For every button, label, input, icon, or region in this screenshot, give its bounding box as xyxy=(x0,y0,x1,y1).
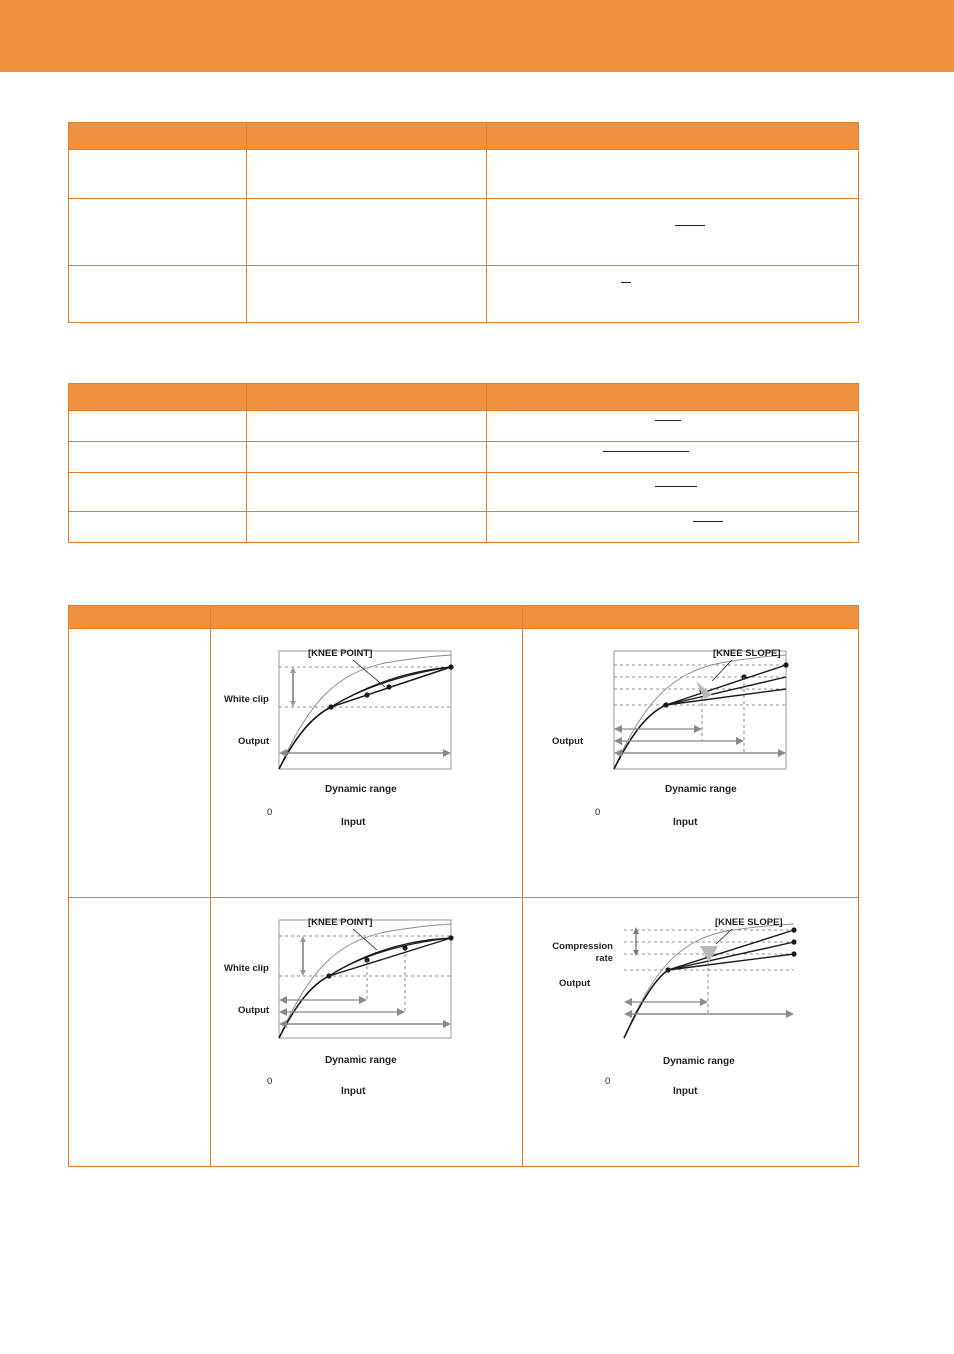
compression-rate-label-line2: rate xyxy=(595,953,613,964)
table-one-r3-c3 xyxy=(487,266,859,323)
specification-table-two xyxy=(68,383,859,543)
table-two-header-1 xyxy=(69,384,247,411)
table-two-r3-c2 xyxy=(247,473,487,512)
figure-row-2-right-cell xyxy=(523,898,859,1167)
table-two-r2-c1 xyxy=(69,442,247,473)
table-two-r1-c3 xyxy=(487,411,859,442)
input-axis-label-3: Input xyxy=(341,1086,366,1097)
figure-row-1-label-cell xyxy=(69,629,211,898)
dynamic-range-label-4: Dynamic range xyxy=(663,1056,735,1067)
table-one-header-3 xyxy=(487,123,859,150)
knee-slope-figure-1 xyxy=(523,629,858,897)
figure-table-row xyxy=(69,898,859,1167)
knee-figure-table xyxy=(68,605,859,1167)
table-one-r3-c1 xyxy=(69,266,247,323)
table-one-r1-c2 xyxy=(247,150,487,199)
table-two-r4-c2 xyxy=(247,512,487,543)
table-one-r1-c1 xyxy=(69,150,247,199)
table-one-r2-c1 xyxy=(69,199,247,266)
knee-slope-chart-2 xyxy=(536,898,846,1098)
figure-row-2-label-cell xyxy=(69,898,211,1167)
output-axis-label-4: Output xyxy=(559,978,591,989)
knee-point-annotation-1: [KNEE POINT] xyxy=(308,648,373,659)
table-one-r2-c2 xyxy=(247,199,487,266)
figure-table-header-2 xyxy=(211,606,523,629)
dynamic-range-label-2: Dynamic range xyxy=(665,784,737,795)
output-axis-label-2: Output xyxy=(552,736,584,747)
dynamic-range-label-1: Dynamic range xyxy=(325,784,397,795)
specification-table-one xyxy=(68,122,859,323)
fraction-rule xyxy=(675,225,705,227)
table-one-r1-c3 xyxy=(487,150,859,199)
figure-row-1-right-cell xyxy=(523,629,859,898)
table-two-r4-c3 xyxy=(487,512,859,543)
table-row xyxy=(69,512,859,543)
origin-label-4: 0 xyxy=(605,1076,611,1087)
knee-point-chart-1 xyxy=(217,629,517,829)
table-one-r3-c2 xyxy=(247,266,487,323)
table-two-header-3 xyxy=(487,384,859,411)
table-two-r2-c2 xyxy=(247,442,487,473)
table-row xyxy=(69,199,859,266)
table-header-row xyxy=(69,123,859,150)
table-header-row xyxy=(69,384,859,411)
origin-label-2: 0 xyxy=(595,807,601,818)
fraction-rule xyxy=(693,521,723,523)
table-two-r2-c3 xyxy=(487,442,859,473)
table-one-header-2 xyxy=(247,123,487,150)
compression-rate-label xyxy=(529,941,613,965)
origin-label-3: 0 xyxy=(267,1076,273,1087)
input-axis-label-2: Input xyxy=(673,817,698,828)
table-row xyxy=(69,150,859,199)
input-axis-label-1: Input xyxy=(341,817,366,828)
figure-table-header-1 xyxy=(69,606,211,629)
fraction-rule xyxy=(655,420,681,422)
table-one-r2-c3 xyxy=(487,199,859,266)
knee-point-annotation-2: [KNEE POINT] xyxy=(308,917,373,928)
compression-rate-label-line1: Compression xyxy=(552,941,613,952)
knee-slope-chart-1 xyxy=(536,629,846,829)
white-clip-label-1: White clip xyxy=(224,694,269,705)
table-row xyxy=(69,411,859,442)
table-row xyxy=(69,266,859,323)
origin-label-1: 0 xyxy=(267,807,273,818)
output-axis-label-3: Output xyxy=(238,1005,270,1016)
table-two-r3-c3 xyxy=(487,473,859,512)
table-two-r1-c2 xyxy=(247,411,487,442)
table-two-r3-c1 xyxy=(69,473,247,512)
input-axis-label-4: Input xyxy=(673,1086,698,1097)
figure-row-2-left-cell xyxy=(211,898,523,1167)
table-two-r1-c1 xyxy=(69,411,247,442)
figure-table-row xyxy=(69,629,859,898)
dynamic-range-label-3: Dynamic range xyxy=(325,1055,397,1066)
knee-point-figure-2 xyxy=(211,898,522,1166)
figure-table-header-row xyxy=(69,606,859,629)
figure-row-1-left-cell xyxy=(211,629,523,898)
fraction-rule xyxy=(655,486,697,488)
output-axis-label-1: Output xyxy=(238,736,270,747)
figure-table-header-3 xyxy=(523,606,859,629)
knee-point-chart-2 xyxy=(217,898,517,1098)
table-one-header-1 xyxy=(69,123,247,150)
table-two-header-2 xyxy=(247,384,487,411)
knee-point-figure-1 xyxy=(211,629,522,897)
fraction-rule xyxy=(621,282,631,284)
knee-slope-annotation-2: [KNEE SLOPE] xyxy=(715,917,783,928)
table-two-r4-c1 xyxy=(69,512,247,543)
white-clip-label-2: White clip xyxy=(224,963,269,974)
fraction-rule xyxy=(603,451,689,453)
table-row xyxy=(69,473,859,512)
knee-slope-figure-2 xyxy=(523,898,858,1166)
knee-slope-annotation-1: [KNEE SLOPE] xyxy=(713,648,781,659)
table-row xyxy=(69,442,859,473)
page-header-band xyxy=(0,0,954,72)
